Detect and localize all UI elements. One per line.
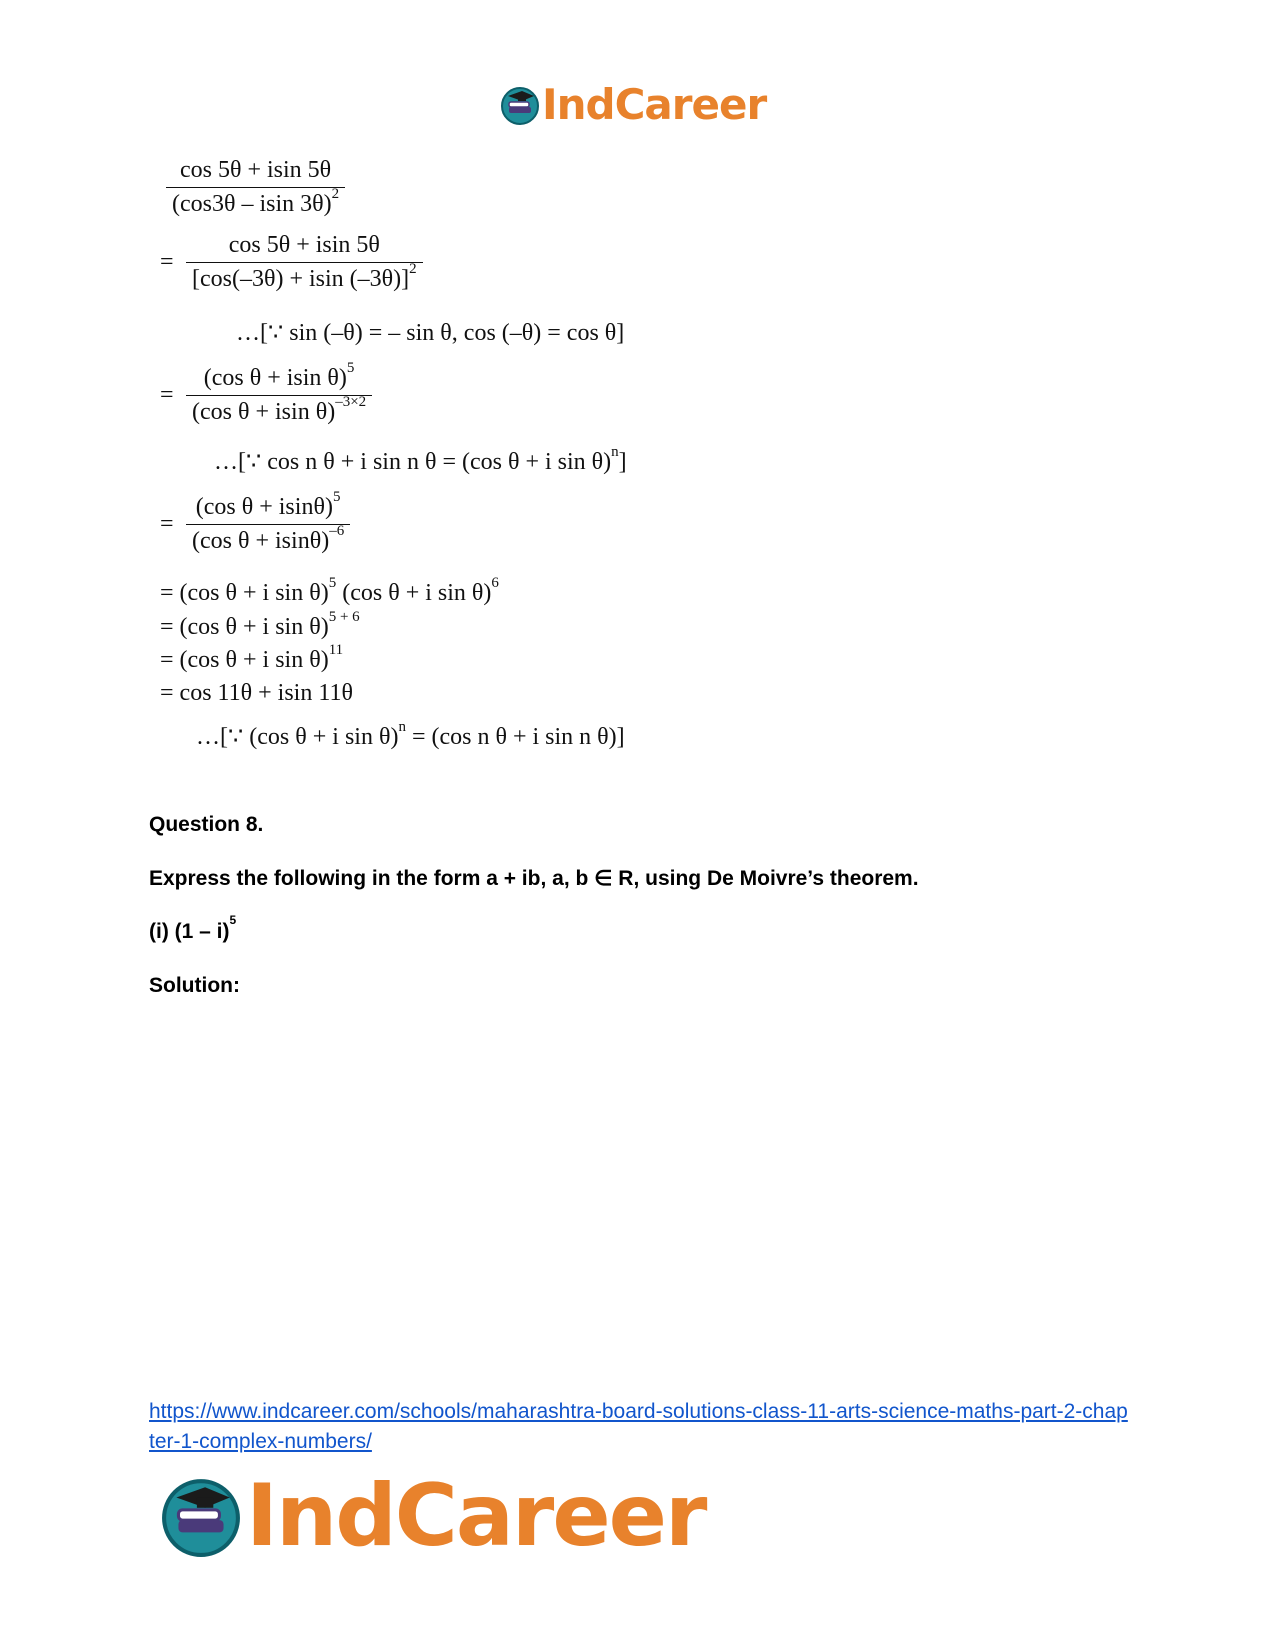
math-line-1: $\frac{\cos 5\theta + isin 5\theta}{(\cos 3\theta - isin 3\theta)^2}$ (166, 157, 345, 218)
math-line-3: = $\frac{(\cos \theta + isin \theta)^5}{(\cos \theta + isin \theta)^{-3\times 2}}$ (160, 365, 372, 426)
math-line-6: = (cos θ + i sin θ)$^{5 + 6}$ (160, 609, 360, 640)
math-line-2: = $\frac{\cos 5\theta + isin 5\theta}{[\cos(-3\theta) + isin (-3\theta)]^2}$ (160, 232, 423, 293)
brand-wordmark: IndCareer (246, 1466, 706, 1566)
math-note-3: …[∵ (cos θ + i sin θ)$^n$ = (cos n θ + i sin n θ)] (196, 719, 625, 750)
question-part: (i) (1 – i)$^5$ (149, 913, 237, 943)
math-line-7: = (cos θ + i sin θ)$^{11}$ (160, 642, 344, 673)
math-line-8: = cos 11θ + isin 11θ (160, 680, 353, 706)
math-note-2: …[∵ cos n θ + i sin n θ = (cos θ + i sin θ)$^n$] (214, 444, 627, 475)
math-note-1: …[∵ sin (–θ) = – sin θ, cos (–θ) = cos θ] (236, 320, 625, 346)
source-url-link[interactable]: https://www.indcareer.com/schools/maharashtra-board-solutions-class-11-arts-science-maths-part-2-chapter-1-complex-numbers/ (149, 1400, 1128, 1453)
math-line-5: = (cos θ + i sin θ)$^5$ (cos θ + i sin θ)$^6$ (160, 575, 499, 606)
brand-logo-top (500, 80, 766, 129)
graduation-book-globe-icon (160, 1475, 242, 1557)
question-title: Question 8. (149, 813, 264, 836)
math-line-4: = $\frac{(\cos \theta + isin\theta)^5}{(\cos \theta + isin\theta)^{-6}}$ (160, 494, 350, 555)
graduation-book-globe-icon (500, 85, 540, 125)
brand-wordmark: IndCareer (542, 80, 767, 129)
solution-label: Solution: (149, 974, 240, 997)
brand-logo-bottom (160, 1466, 705, 1566)
question-prompt: Express the following in the form a + ib, a, b ∈ R, using De Moivre’s theorem. (149, 867, 919, 890)
